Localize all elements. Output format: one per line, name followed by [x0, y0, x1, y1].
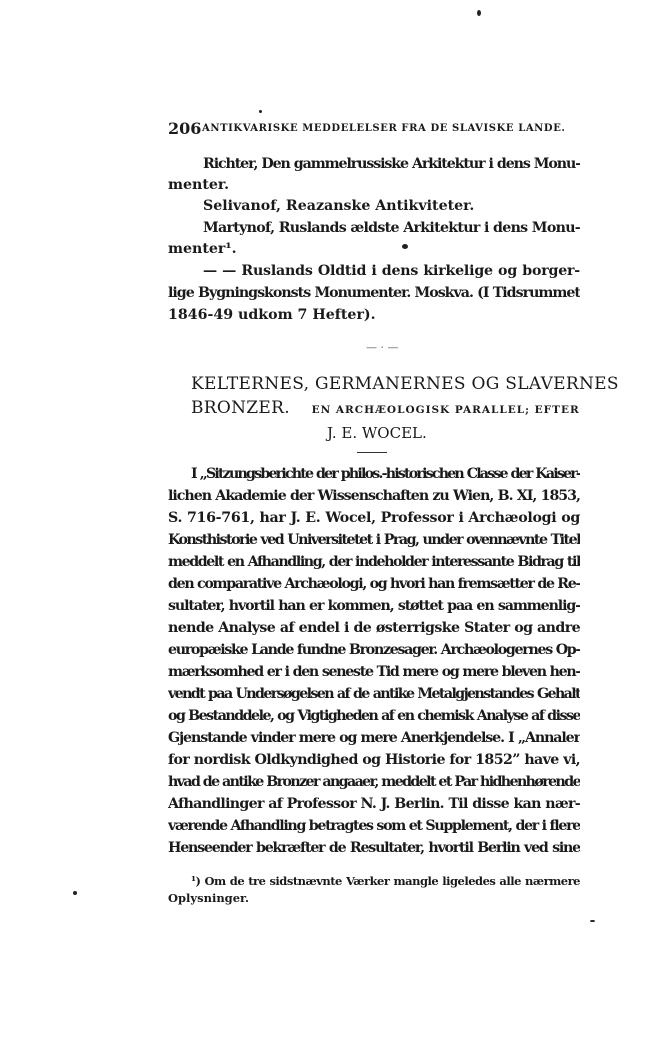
page-number: 206 [168, 119, 202, 138]
body-line: Afhandlinger af Professor N. J. Berlin. Til disse kan nær- [168, 796, 580, 812]
bibliography-line: Martynof, Ruslands ældste Arkitektur i dens Monu- [203, 220, 580, 236]
footnote-line-1: ¹) Om de tre sidstnævnte Værker mangle ligeledes alle nærmere [191, 874, 580, 888]
title-rule [357, 452, 387, 453]
bibliography-line: 1846-49 udkom 7 Hefter). [168, 307, 376, 323]
article-title-line-1: KELTERNES, GERMANERNES OG SLAVERNES [191, 374, 619, 394]
section-divider: — · — [366, 341, 399, 354]
body-line: meddelt en Afhandling, der indeholder interessante Bidrag til [168, 554, 580, 570]
article-title-line-2 [191, 397, 580, 421]
scan-speck [73, 891, 77, 895]
article-title-bronzer: BRONZER. [191, 398, 290, 418]
body-line: lichen Akademie der Wissenschaften zu Wien, B. XI, 1853, [168, 488, 580, 504]
running-head: ANTIKVARISKE MEDDELELSER FRA DE SLAVISKE LANDE. [202, 123, 566, 134]
scan-speck [402, 244, 408, 249]
body-line: for nordisk Oldkyndighed og Historie for 1852” have vi, [168, 752, 580, 768]
scan-speck [259, 110, 262, 113]
body-line: værende Afhandling betragtes som et Supplement, der i flere [168, 818, 580, 834]
body-line: og Bestanddele, og Vigtigheden af en chemisk Analyse af disse [168, 708, 580, 724]
body-line: den comparative Archæologi, og hvori han fremsætter de Re- [168, 576, 580, 592]
bibliography-line: menter. [168, 177, 230, 193]
bibliography-line: menter¹. [168, 241, 237, 257]
body-line: Gjenstande vinder mere og mere Anerkjendelse. I „Annaler [168, 730, 580, 746]
body-line: hvad de antike Bronzer angaaer, meddelt et Par hidhenhørende [168, 774, 580, 790]
bibliography-line: Richter, Den gammelrussiske Arkitektur i dens Monu- [203, 156, 580, 172]
bibliography-line: lige Bygningskonsts Monumenter. Moskva. (I Tidsrummet [168, 285, 580, 301]
body-line: sultater, hvortil han er kommen, støttet paa en sammenlig- [168, 598, 580, 614]
footnote-line-2: Oplysninger. [168, 891, 250, 905]
article-subtitle: EN ARCHÆOLOGISK PARALLEL; EFTER [311, 404, 580, 416]
scan-speck [477, 10, 481, 16]
body-line: S. 716-761, har J. E. Wocel, Professor i Archæologi og [168, 510, 580, 526]
body-line: vendt paa Undersøgelsen af de antike Metalgjenstandes Gehalt [168, 686, 580, 702]
body-line: nende Analyse af endel i de østerrigske Stater og andre [168, 620, 580, 636]
article-author: J. E. WOCEL. [327, 424, 427, 442]
body-line: mærksomhed er i den seneste Tid mere og mere bleven hen- [168, 664, 580, 680]
body-line: I „Sitzungsberichte der philos.-historischen Classe der Kaiser- [191, 466, 580, 482]
body-line: Henseender bekræfter de Resultater, hvortil Berlin ved sine [168, 840, 580, 856]
page-header [168, 119, 588, 139]
bibliography-line: — — Ruslands Oldtid i dens kirkelige og borger- [203, 263, 580, 279]
body-line: europæiske Lande fundne Bronzesager. Archæologernes Op- [168, 642, 580, 658]
bibliography-line: Selivanof, Reazanske Antikviteter. [203, 198, 475, 214]
scan-speck [590, 920, 595, 922]
body-line: Konsthistorie ved Universitetet i Prag, under ovennævnte Titel [168, 532, 580, 548]
